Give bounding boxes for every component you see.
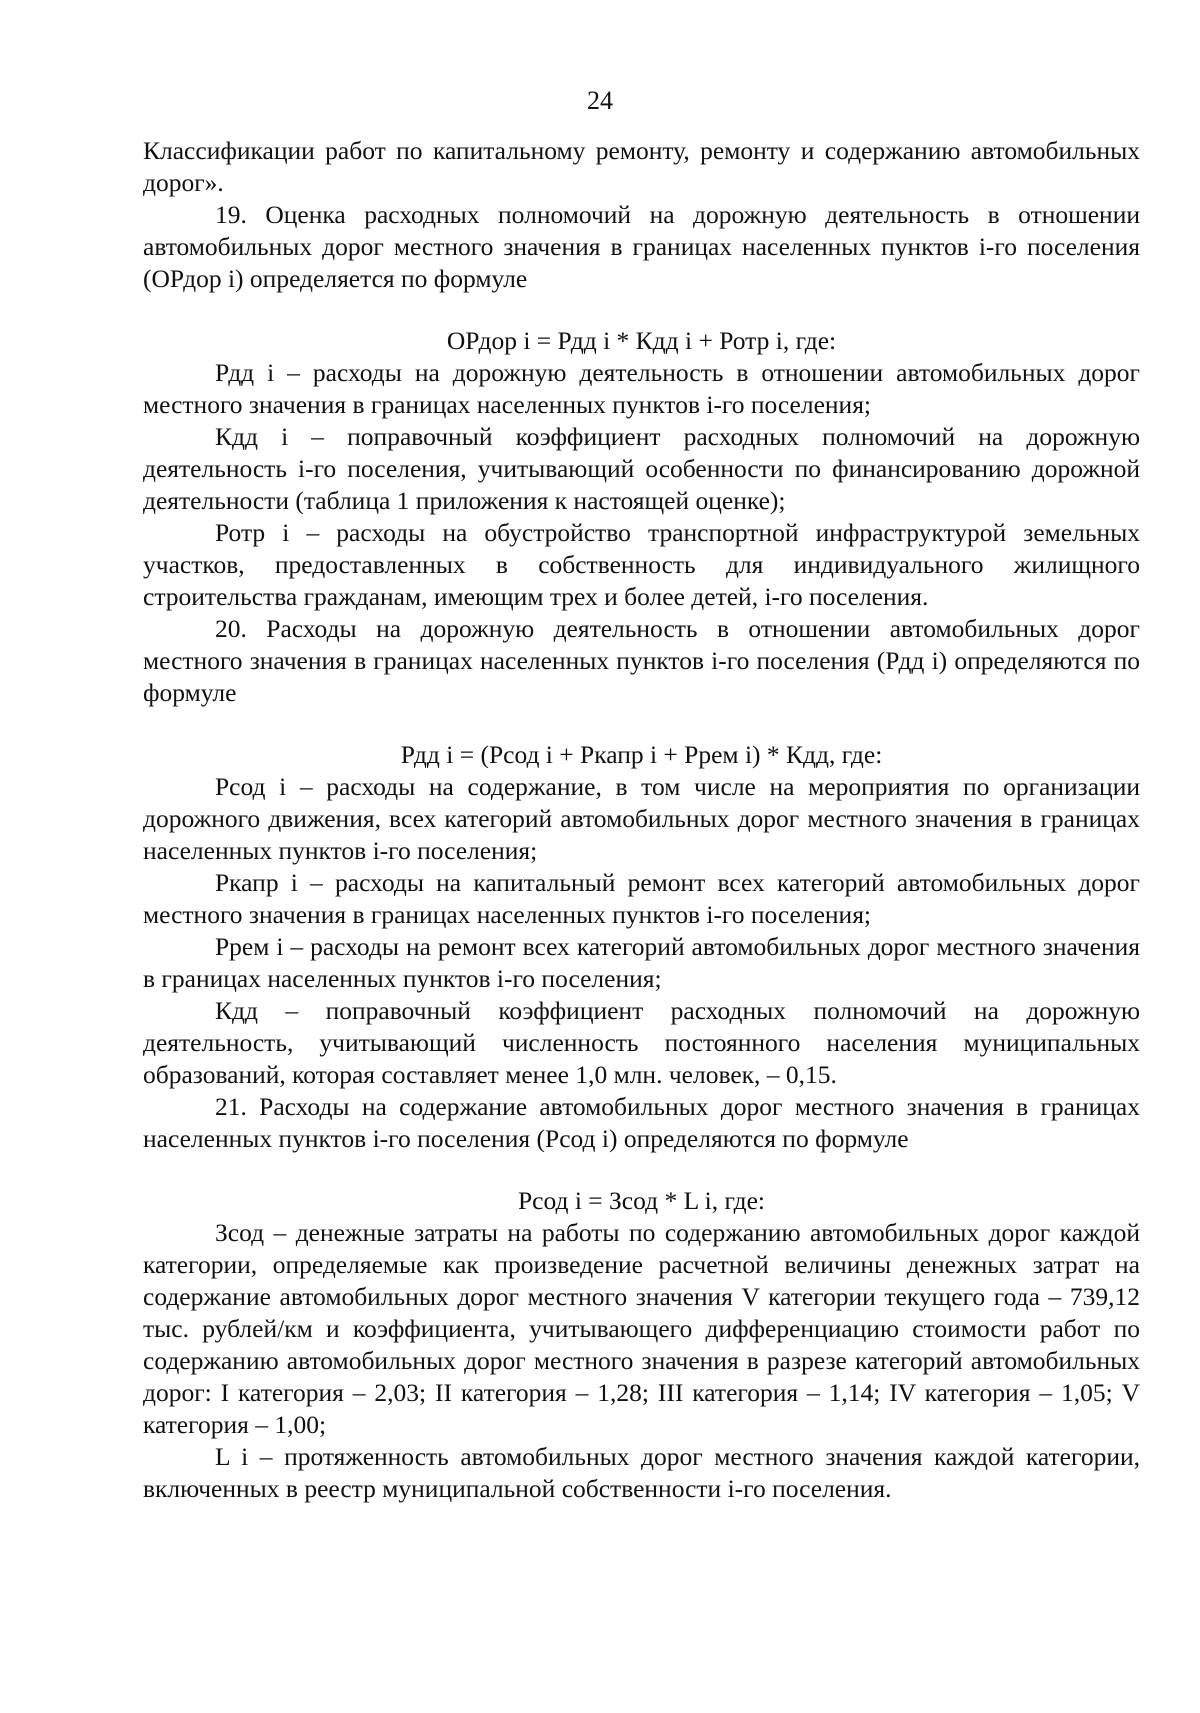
paragraph: Кдд i – поправочный коэффициент расходных полномочий на дорожную деятельность i-го поселения, учитывающий особенности по финансированию дорожной деятельности (таблица 1 приложения к настоящей оценке); [143, 422, 1140, 515]
paragraph: Рдд i – расходы на дорожную деятельность в отношении автомобильных дорог местного значения в границах населенных пунктов i-го поселения; [143, 358, 1140, 419]
formula: Рсод i = Зсод * L i, где: [517, 1186, 766, 1215]
paragraph: Классификации работ по капитальному ремонту, ремонту и содержанию автомобильных дорог». [143, 136, 1140, 197]
formula: ОРдор i = Рдд i * Кдд i + Ротр i, где: [446, 326, 837, 355]
paragraph: Рсод i – расходы на содержание, в том числе на мероприятия по организации дорожного движения, всех категорий автомобильных дорог местного значения в границах населенных пунктов i-го поселения; [143, 772, 1140, 865]
paragraph: 20. Расходы на дорожную деятельность в отношении автомобильных дорог местного значения в границах населенных пунктов i-го поселения (Рдд i) определяются по формуле [143, 614, 1140, 707]
paragraph: Ррем i – расходы на ремонт всех категорий автомобильных дорог местного значения в границах населенных пунктов i-го поселения; [143, 932, 1140, 993]
paragraph: L i – протяженность автомобильных дорог местного значения каждой категории, включенных в реестр муниципальной собственности i-го поселения. [143, 1442, 1140, 1503]
paragraph: Зсод – денежные затраты на работы по содержанию автомобильных дорог каждой категории, определяемые как произведение расчетной величины денежных затрат на содержание автомобильных дорог местного значения V категории текущего года – 739,12 тыс. рублей/км и коэффициента, учитывающего дифференциацию стоимости работ по содержанию автомобильных дорог местного значения в разрезе категорий автомобильных дорог: I категория – 2,03; II категория – 1,28; III категория – 1,14; IV категория – 1,05; V категория – 1,00; [143, 1218, 1140, 1439]
formula: Рдд i = (Рсод i + Ркапр i + Ррем i) * Кдд, где: [400, 740, 883, 769]
document-body [143, 135, 1140, 1505]
paragraph: 21. Расходы на содержание автомобильных дорог местного значения в границах населенных пунктов i-го поселения (Рсод i) определяются по формуле [143, 1092, 1140, 1153]
paragraph: Ротр i – расходы на обустройство транспортной инфраструктурой земельных участков, предоставленных в собственность для индивидуального жилищного строительства гражданам, имеющим трех и более детей, i-го поселения. [143, 518, 1140, 611]
paragraph: 19. Оценка расходных полномочий на дорожную деятельность в отношении автомобильных дорог местного значения в границах населенных пунктов i-го поселения (ОРдор i) определяется по формуле [143, 200, 1140, 293]
paragraph: Кдд – поправочный коэффициент расходных полномочий на дорожную деятельность, учитывающий численность постоянного населения муниципальных образований, которая составляет менее 1,0 млн. человек, – 0,15. [143, 996, 1140, 1089]
paragraph: Ркапр i – расходы на капитальный ремонт всех категорий автомобильных дорог местного значения в границах населенных пунктов i-го поселения; [143, 868, 1140, 929]
page-number: 24 [587, 86, 613, 115]
